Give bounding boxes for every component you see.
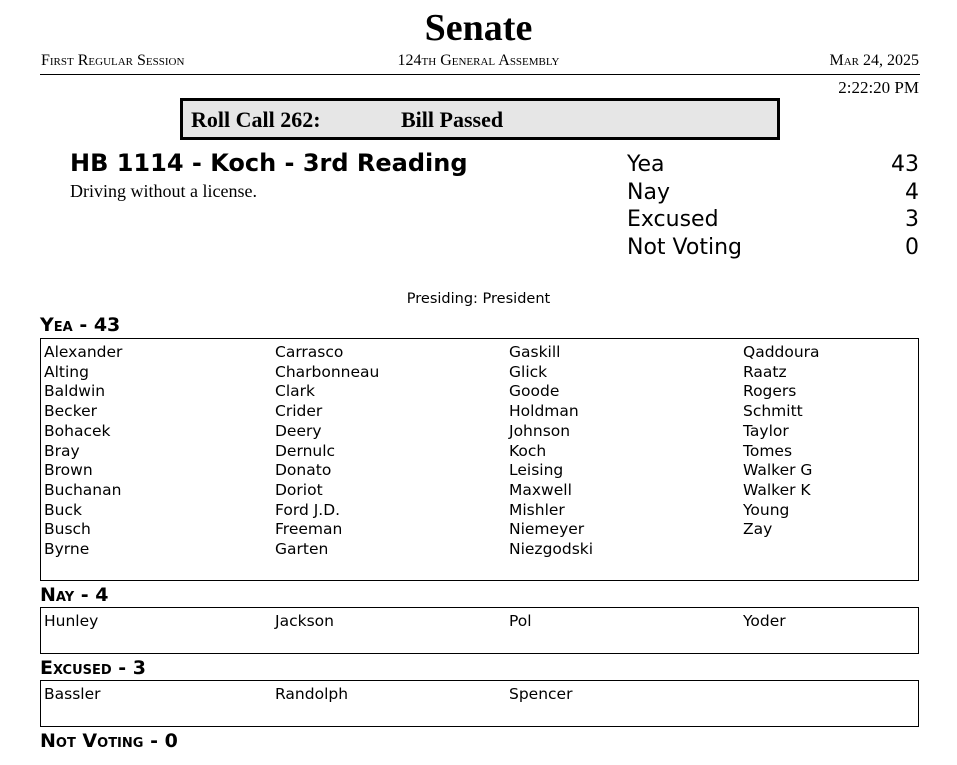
yea-member-name: Tomes <box>743 441 793 460</box>
tally-label-not-voting: Not Voting <box>627 235 742 260</box>
vote-time: 2:22:20 PM <box>838 78 919 97</box>
yea-member-name: Alexander <box>44 343 123 361</box>
roll-call-number: Roll Call 262: <box>191 107 321 132</box>
yea-member-name: Zay <box>743 520 773 539</box>
nay-section-heading: Nay - 4 <box>40 584 109 606</box>
yea-member-name: Young <box>743 500 790 519</box>
yea-heading-count: 43 <box>93 314 121 336</box>
excused-member-name: Randolph <box>275 685 349 703</box>
excused-heading-count: 3 <box>132 657 147 679</box>
yea-member-name: Schmitt <box>743 402 803 421</box>
tally-count-not-voting: 0 <box>905 235 919 260</box>
session-label: First Regular Session <box>41 52 185 69</box>
yea-member-name: Maxwell <box>509 480 572 499</box>
yea-member-name: Johnson <box>509 421 571 440</box>
not-voting-heading-word: Not Voting <box>40 730 144 752</box>
nay-heading-word: Nay <box>40 584 75 606</box>
yea-member-name: Crider <box>275 402 323 421</box>
yea-member-name: Niemeyer <box>509 520 585 539</box>
yea-member-name: Leising <box>509 461 564 480</box>
nay-heading-count: 4 <box>95 584 109 606</box>
yea-member-name: Walker K <box>743 480 811 499</box>
yea-member-name: Buchanan <box>44 480 122 499</box>
yea-member-name: Baldwin <box>44 382 106 401</box>
yea-member-name: Buck <box>44 500 82 519</box>
yea-member-name: Rogers <box>743 382 797 401</box>
yea-member-name: Alting <box>44 362 89 381</box>
yea-member-name: Ford J.D. <box>275 500 341 519</box>
nay-member-name: Pol <box>509 612 532 630</box>
yea-member-name: Niezgodski <box>509 540 594 558</box>
yea-member-name: Carrasco <box>275 343 344 361</box>
vote-date: Mar 24, 2025 <box>829 52 919 69</box>
yea-member-name: Busch <box>44 520 91 539</box>
yea-member-name: Walker G <box>743 461 813 480</box>
yea-member-name: Raatz <box>743 362 787 381</box>
yea-member-name: Clark <box>275 382 315 401</box>
assembly-label: 124th General Assembly <box>397 52 560 69</box>
yea-member-name: Koch <box>509 441 547 460</box>
yea-member-name: Holdman <box>509 402 579 421</box>
tally-label-nay: Nay <box>627 180 670 205</box>
yea-section-heading: Yea - 43 <box>40 314 121 336</box>
yea-member-name: Garten <box>275 540 329 558</box>
yea-member-name: Brown <box>44 461 93 480</box>
nay-names-box <box>40 607 919 654</box>
excused-member-name: Spencer <box>509 685 573 703</box>
tally-count-nay: 4 <box>905 180 919 205</box>
yea-member-name: Dernulc <box>275 441 336 460</box>
yea-names-box <box>40 338 919 581</box>
yea-member-name: Donato <box>275 461 332 480</box>
bill-title: HB 1114 - Koch - 3rd Reading <box>70 149 468 177</box>
tally-label-yea: Yea <box>627 152 665 177</box>
yea-member-name: Freeman <box>275 520 343 539</box>
yea-member-name: Charbonneau <box>275 362 380 381</box>
roll-call-result: Bill Passed <box>401 107 504 132</box>
nay-member-name: Jackson <box>275 612 334 630</box>
yea-member-name: Bohacek <box>44 421 111 440</box>
yea-member-name: Bray <box>44 441 80 460</box>
presiding-officer: Presiding: President <box>406 291 551 307</box>
yea-member-name: Deery <box>275 421 322 440</box>
yea-member-name: Goode <box>509 382 560 401</box>
chamber-title: Senate <box>424 7 533 49</box>
tally-count-excused: 3 <box>905 207 919 232</box>
nay-member-name: Yoder <box>743 612 786 630</box>
roll-call-banner <box>180 98 780 140</box>
yea-member-name: Qaddoura <box>743 343 820 361</box>
bill-description: Driving without a license. <box>70 181 257 201</box>
yea-member-name: Glick <box>509 362 548 381</box>
yea-member-name: Becker <box>44 402 98 421</box>
yea-member-name: Byrne <box>44 540 90 558</box>
excused-names-box <box>40 680 919 727</box>
excused-section-heading: Excused - 3 <box>40 657 147 679</box>
yea-member-name: Taylor <box>743 421 789 440</box>
excused-heading-word: Excused <box>40 657 112 679</box>
tally-count-yea: 43 <box>891 152 919 177</box>
yea-member-name: Doriot <box>275 480 323 499</box>
yea-member-name: Gaskill <box>509 343 561 361</box>
yea-member-name: Mishler <box>509 500 565 519</box>
not-voting-heading-count: 0 <box>164 730 178 752</box>
header-divider <box>40 74 920 75</box>
not-voting-section-heading: Not Voting - 0 <box>40 730 178 752</box>
nay-member-name: Hunley <box>44 612 99 630</box>
excused-member-name: Bassler <box>44 685 101 703</box>
yea-heading-word: Yea <box>40 314 73 336</box>
tally-label-excused: Excused <box>627 207 719 232</box>
